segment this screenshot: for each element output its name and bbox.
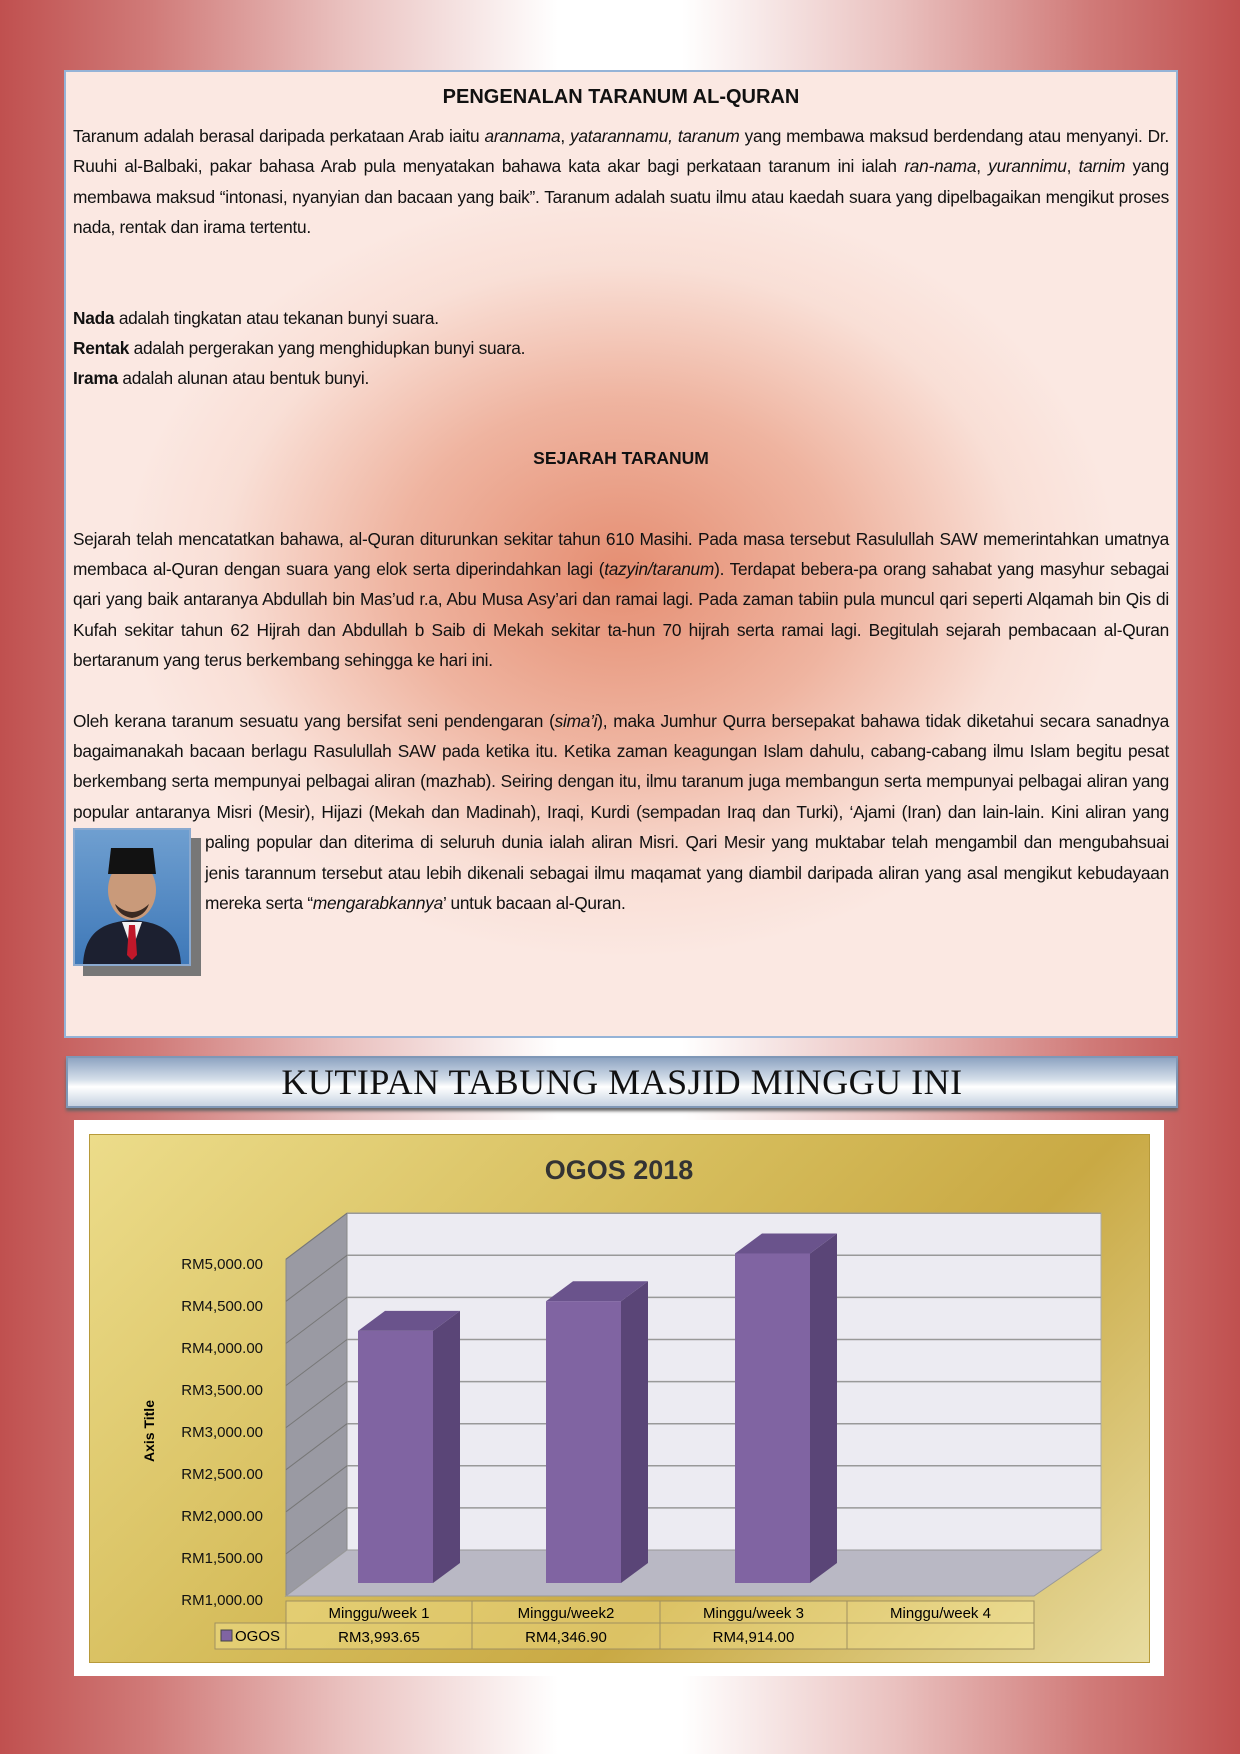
x-category-label: Minggu/week 3 [703,1605,804,1622]
definition-rentak [73,333,1169,363]
text-run: yang membawa maksud “intonasi, nyanyian dan bacaan yang baik”. Taranum adalah suatu ilmu atau kaedah suara yang dipelbagaikan mengikut proses nada, rentak dan irama tertentu. [73,156,1170,238]
y-axis-title: Axis Title [141,1400,157,1462]
text-run: ), maka Jumhur Qurra bersepakat bahawa tidak diketahui secara sanadnya bagaimanakah bacaan berlagu Rasulullah SAW pada ketika itu. Ketika zaman keagungan Islam dahulu, cabang-cabang ilmu Islam begitu pesat berkembang serta mempunyai pelbagai aliran (mazhab). Seiring dengan itu, ilmu taranum juga membangun serta mempunyai pelbagai aliran yang popular antaranya Misri (Mesir), Hijazi (Mekah dan Madinah), Iraqi, Kurdi (sempadan Iraq dan Turki), ‘Ajami (Iran) dan lain-lain. Kini aliran yang paling popular dan diterima di seluruh dunia ialah aliran Misri. Qari Mesir yang muktabar telah mengambil dan mengubahsuai jenis tarannum tersebut atau lebih dikenali sebagai ilmu maqamat yang diambil daripada aliran yang asal mengikut kebudayaan mereka serta “ [73,710,1169,914]
y-tick-label: RM1,000.00 [181,1592,263,1609]
bar [735,1253,810,1583]
legend-label: OGOS [235,1628,281,1645]
intro-paragraph [73,121,1169,243]
definition-nada [73,303,1169,333]
data-label: RM4,346.90 [525,1629,607,1646]
section-subtitle: SEJARAH TARANUM [533,447,709,468]
definition-term: Rentak [73,337,130,358]
collection-chart [90,1135,1149,1662]
text-run: Sejarah telah mencatatkan bahawa, al-Quran diturunkan sekitar tahun 610 Masihi. Pada masa tersebut Rasulullah SAW memerintahkan umatnya membaca al-Quran dengan suara yang elok serta diperindahkan lagi ( [73,528,1169,580]
text-run: ran-nama [904,156,977,177]
definition-text: adalah alunan atau bentuk bunyi. [117,367,370,388]
person-portrait-icon [75,830,189,964]
chart-container [74,1120,1164,1676]
text-run: yurannimu [988,156,1067,177]
bar-side [433,1311,460,1583]
bar [546,1301,621,1583]
author-photo [73,828,191,966]
chart-title: OGOS 2018 [544,1155,694,1185]
definitions-list [73,303,1169,393]
collection-banner: KUTIPAN TABUNG MASJID MINGGU INI [66,1056,1178,1108]
x-category-label: Minggu/week 1 [328,1605,430,1622]
text-run: , [560,126,571,146]
definition-text: adalah tingkatan atau tekanan bunyi suara. [114,307,439,328]
text-run: yatarannamu, taranum [570,126,740,146]
bar-side [621,1281,648,1583]
text-run: arannama [484,126,561,146]
text-run: ). Terdapat bebera-pa orang sahabat yang masyhur sebagai qari yang baik antaranya Abdullah bin Mas’ud r.a, Abu Musa Asy’ari dan ramai lagi. Pada zaman tabiin pula muncul qari seperti Alqamah bin Qis di Kufah sekitar tahun 62 Hijrah dan Abdullah b Saib di Mekah sekitar ta-hun 70 hijrah serta ramai lagi. Begitulah sejarah pembacaan al-Quran bertaranum yang terus berkembang sehingga ke hari ini. [73,559,1169,671]
bar [358,1331,433,1583]
text-run: mengarabkannya [312,893,443,914]
text-run: sima’i [554,710,598,731]
text-run: , [976,156,989,177]
y-tick-label: RM3,000.00 [181,1424,263,1441]
data-label: RM3,993.65 [338,1629,420,1646]
text-run: , [1066,156,1079,177]
y-tick-label: RM3,500.00 [181,1382,263,1399]
y-tick-label: RM2,500.00 [181,1466,263,1483]
text-run: ’ untuk bacaan al-Quran. [442,893,626,914]
article-title: PENGENALAN TARANUM AL-QURAN [442,86,800,108]
legend-swatch [221,1630,232,1641]
definition-term: Nada [73,307,115,328]
text-run: Oleh kerana taranum sesuatu yang bersifat seni pendengaran ( [73,710,555,731]
x-category-label: Minggu/week2 [517,1605,615,1622]
y-tick-label: RM1,500.00 [181,1550,263,1567]
text-run: Taranum adalah berasal daripada perkataan Arab iaitu [73,126,485,146]
schools-paragraph [73,706,1169,919]
history-paragraph [73,524,1169,676]
article-box [64,70,1178,1038]
y-tick-label: RM4,000.00 [181,1340,263,1357]
y-tick-label: RM2,000.00 [181,1508,263,1525]
y-tick-label: RM4,500.00 [181,1298,263,1315]
data-label: RM4,914.00 [712,1629,795,1646]
bar-side [810,1233,837,1583]
y-tick-label: RM5,000.00 [181,1256,263,1273]
text-run: tazyin/taranum [604,559,715,580]
x-category-label: Minggu/week 4 [890,1605,991,1622]
text-run: yang membawa maksud berdendang atau menyanyi. Dr. Ruuhi al-Balbaki, pakar bahasa Arab pula menyatakan bahawa kata akar bagi perkataan taranum ini ialah [73,126,1169,177]
definition-term: Irama [73,367,118,388]
text-run: tarnim [1078,156,1126,177]
definition-irama [73,363,1169,393]
chart-area [89,1134,1150,1663]
definition-text: adalah pergerakan yang menghidupkan bunyi suara. [129,337,526,358]
